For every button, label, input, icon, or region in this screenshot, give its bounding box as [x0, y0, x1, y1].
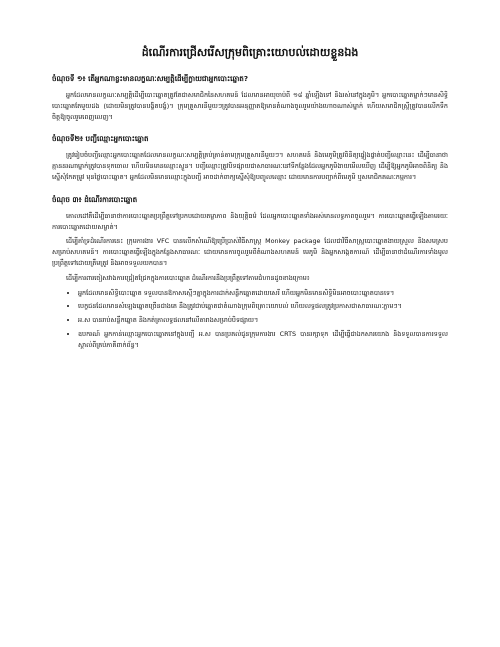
section-2-paragraph: ត្រូវរៀបចំបញ្ជីឈ្មោះអ្នកបោះឆ្នោតដែលមានលក្ខណៈសម្បត្តិគ្រប់គ្រាន់តាមក្រុមគ្រួសារនីមួយៗ។ សហគមន៍ និងមេភូមិត្រូវពិនិត្យផ្ទៀងផ្ទាត់បញ្ជីឈ្មោះនេះ ដើម្បីធានាថាគ្មាននរណាម្នាក់ត្រូវបានទុកចោល ហើយមិនមានឈ្មោះស្ទួន។ បញ្ជីឈ្មោះត្រូវបិទផ្សាយជាសាធារណៈនៅទីកន្លែងដែលអ្នកភូមិងាយមើលឃើញ ដើម្បីឱ្យអ្នកភូមិអាចពិនិត្យ និងស្នើសុំកែតម្រូវ មុនថ្ងៃបោះឆ្នោត។ អ្នកដែលមិនមានឈ្មោះក្នុងបញ្ជី អាចដាក់ពាក្យស្នើសុំឱ្យបញ្ចូលឈ្មោះ ដោយមានការបញ្ជាក់ពីមេភូមិ ឬសមាជិកគណៈកម្មការ។	[52, 151, 448, 181]
section-3-paragraph-2: ដើម្បីគាំទ្រដំណើរការនេះ ក្រុមការងារ VFC បានលើកសំណើឱ្យប្រើប្រាស់វិធីសាស្ត្រ Monkey package ដែលជាវិធីសាស្ត្របោះឆ្នោតងាយស្រួល និងសមស្របសម្រាប់សហគមន៍។ ការបោះឆ្នោតធ្វើឡើងក្នុងកន្លែងសាធារណៈ ដោយមានការចូលរួមពីតំណាងសហគមន៍ មេភូមិ និងអ្នកសង្កេតការណ៍ ដើម្បីធានាថាដំណើរការទាំងមូលប្រព្រឹត្តទៅដោយត្រឹមត្រូវ និងអាចទទួលយកបាន។	[52, 237, 448, 267]
bullet-item: • ឧបករណ៍ អ្នកកាន់ឈ្មោះអ្នកបោះឆ្នោតនៅក្នុងបញ្ជី អ.ស បានប្រគល់ជូនក្រុមការងារ CRTS បានរក្សាទុក ដើម្បីធ្វើជាឯកសារយោង និងទទួលបានការទទួលស្គាល់ពីគ្រប់ភាគីពាក់ព័ន្ធ។	[78, 329, 448, 351]
section-3-heading: ចំណុច ៣៖ ដំណើរការបោះឆ្នោត	[52, 194, 138, 204]
document-title: ដំណើរការជ្រើសរើសក្រុមពិគ្រោះយោបល់ដោយខ្លួនឯង	[141, 46, 359, 59]
section-3-paragraph-3: ដើម្បីការពារចៀសវាងការជ្រៀតជ្រែកក្នុងការបោះឆ្នោត ដំណើរការនឹងប្រព្រឹត្តទៅតាមជំហានដូចខាងក្រោម៖	[66, 273, 310, 282]
procedure-bullet-list	[52, 288, 448, 351]
bullet-item: • បេក្ខជនដែលមានសំឡេងឆ្នោតច្រើនជាងគេ នឹងត្រូវជាប់ឆ្នោតជាតំណាងក្រុមពិគ្រោះយោបល់ ហើយលទ្ធផលត្រូវប្រកាសជាសាធារណៈភ្លាមៗ។	[78, 301, 448, 312]
section-2-heading: ចំណុចទី២៖ បញ្ជីឈ្មោះអ្នកបោះឆ្នោត	[52, 134, 149, 144]
section-3-paragraph-1: គោលដៅគឺដើម្បីធានាថាការបោះឆ្នោតប្រព្រឹត្តទៅប្រកបដោយតម្លាភាព និងយុត្តិធម៌ ដែលអ្នកបោះឆ្នោតទាំងអស់មានលទ្ធភាពចូលរួម។ ការបោះឆ្នោតធ្វើឡើងតាមរយៈការបោះឆ្នោតដោយសម្ងាត់។	[52, 211, 448, 231]
bullet-item: • អ.ស បានរាប់សន្លឹកឆ្នោត និងកត់ត្រាលទ្ធផលនៅលើតារាងសម្រាប់បិទផ្សាយ។	[78, 315, 448, 326]
bullet-item: • អ្នកដែលមានសិទ្ធិបោះឆ្នោត ទទួលបានឱកាសស្មើៗគ្នាក្នុងការដាក់សន្លឹកឆ្នោតដោយសេរី ហើយអ្នកមិនមានសិទ្ធិមិនអាចបោះឆ្នោតបានទេ។	[78, 288, 448, 299]
section-1-heading: ចំណុចទី ១៖ តើអ្នកណាខ្លះមានលក្ខណៈសម្បត្តិដើម្បីក្លាយជាអ្នកបោះឆ្នោត?	[52, 74, 249, 83]
section-1-paragraph: អ្នកដែលមានលក្ខណៈសម្បត្តិដើម្បីបោះឆ្នោតត្រូវតែជាសមាជិកនៃសហគមន៍ ដែលមានអាយុចាប់ពី ១៨ ឆ្នាំឡើងទៅ និងរស់នៅក្នុងភូមិ។ អ្នកបោះឆ្នោតម្នាក់ៗមានសិទ្ធិបោះឆ្នោតតែមួយដង (ដោយមិនត្រូវបានបង្ខិតបង្ខំ)។ ក្រុមគ្រួសារនីមួយៗត្រូវបានអនុញ្ញាតឱ្យមានតំណាងចូលរួមយ៉ាងហោចណាស់ម្នាក់ ហើយសមាជិកស្ត្រីត្រូវបានលើកទឹកចិត្តឱ្យចូលរួមពេញលេញ។	[52, 91, 448, 121]
